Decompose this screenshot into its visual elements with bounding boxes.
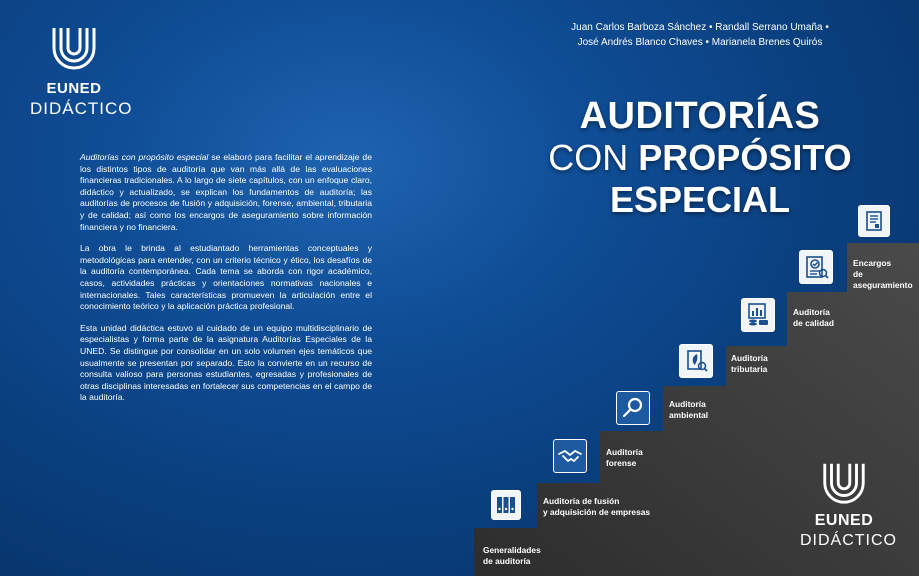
step-4-line-1: Auditoría [669, 399, 706, 409]
logo-brand: EUNED [814, 512, 874, 529]
title-line-2-light: CON [548, 137, 639, 178]
logo-subtitle: DIDÁCTICO [30, 99, 133, 118]
title-line-1: AUDITORÍAS [579, 95, 821, 137]
logo-subtitle: DIDÁCTICO [800, 532, 897, 549]
step-5-line-2: tributaria [731, 364, 768, 374]
step-2-line-2: y adquisición de empresas [543, 507, 651, 517]
step-7-line-1: Encargos [853, 258, 892, 268]
step-6-line-1: Auditoría [793, 307, 830, 317]
magnifier-icon [616, 391, 650, 425]
step-label-5 [731, 353, 768, 375]
title-line-2-bold: PROPÓSITO [638, 137, 852, 178]
quality-checklist-icon [799, 250, 833, 284]
authors-line-2: José Andrés Blanco Chaves • Marianela Brenes Quirós [577, 37, 823, 48]
step-6-line-2: de calidad [793, 318, 834, 328]
leaf-document-icon [679, 344, 713, 378]
authors-line-1: Juan Carlos Barboza Sánchez • Randall Serrano Umaña • [571, 22, 829, 33]
step-label-4 [669, 399, 708, 421]
book-title-italic: Auditorías con propósito especial [80, 152, 209, 162]
step-label-3 [606, 447, 643, 469]
step-3-line-1: Auditoría [606, 447, 643, 457]
step-label-6 [793, 307, 834, 329]
euned-logo-bottom [800, 458, 897, 550]
step-5-line-1: Auditoría [731, 353, 768, 363]
step-3-line-2: forense [606, 458, 637, 468]
step-label-2 [543, 496, 650, 518]
finance-report-icon [741, 298, 775, 332]
title-line-3: ESPECIAL [609, 179, 791, 220]
euned-emblem-icon [819, 458, 869, 508]
step-2-line-1: Auditoría de fusión [543, 496, 620, 506]
step-1-line-1: Generalidades [483, 545, 541, 555]
logo-brand: EUNED [46, 80, 102, 97]
back-cover-paragraph-2: La obra le brinda al estudiantado herramientas conceptuales y metodológicas para entender, con un criterio técnico y ético, los desafíos de la auditoría contemporánea. Cada tema se aborda con rigor académico, casos, actividades prácticas y orientaciones normativas nacionales e internacionales. Tales características promueven la articulación entre el conocimiento teórico y la aplicación práctica profesional. [80, 243, 372, 312]
step-7-line-2: de aseguramiento [853, 269, 913, 290]
step-1-line-2: de auditoría [483, 556, 531, 566]
back-cover-paragraph-3: Esta unidad didáctica estuvo al cuidado de un equipo multidisciplinario de especialistas y forma parte de la asignatura Auditorías Especiales de la UNED. Se distingue por consolidar en un solo volumen ejes temáticos que usualmente se presentan por separado. Esto la convierte en un recurso de consulta valioso para personas estudiantes, egresadas y profesionales de otras disciplinas interesadas en fortalecer sus competencias en el campo de la auditoría. [80, 322, 372, 403]
step-4-line-2: ambiental [669, 410, 709, 420]
binders-icon [491, 490, 521, 520]
handshake-icon [553, 439, 587, 473]
step-label-1 [483, 545, 541, 567]
step-label-7 [853, 258, 919, 291]
paragraph-1-body: se elaboró para facilitar el aprendizaje de los distintos tipos de auditoría que van más allá de las evaluaciones financieras tradicionales. A lo largo de siete capítulos, con un enfoque claro, didáctico y actualizado, se explican los fundamentos de auditoría; las auditorías de procesos de fusión y adquisición, forense, ambiental, tributaria y de calidad; así como los encargos de aseguramiento sobre información financiera y no financiera. [80, 152, 372, 232]
document-icon [858, 205, 890, 237]
